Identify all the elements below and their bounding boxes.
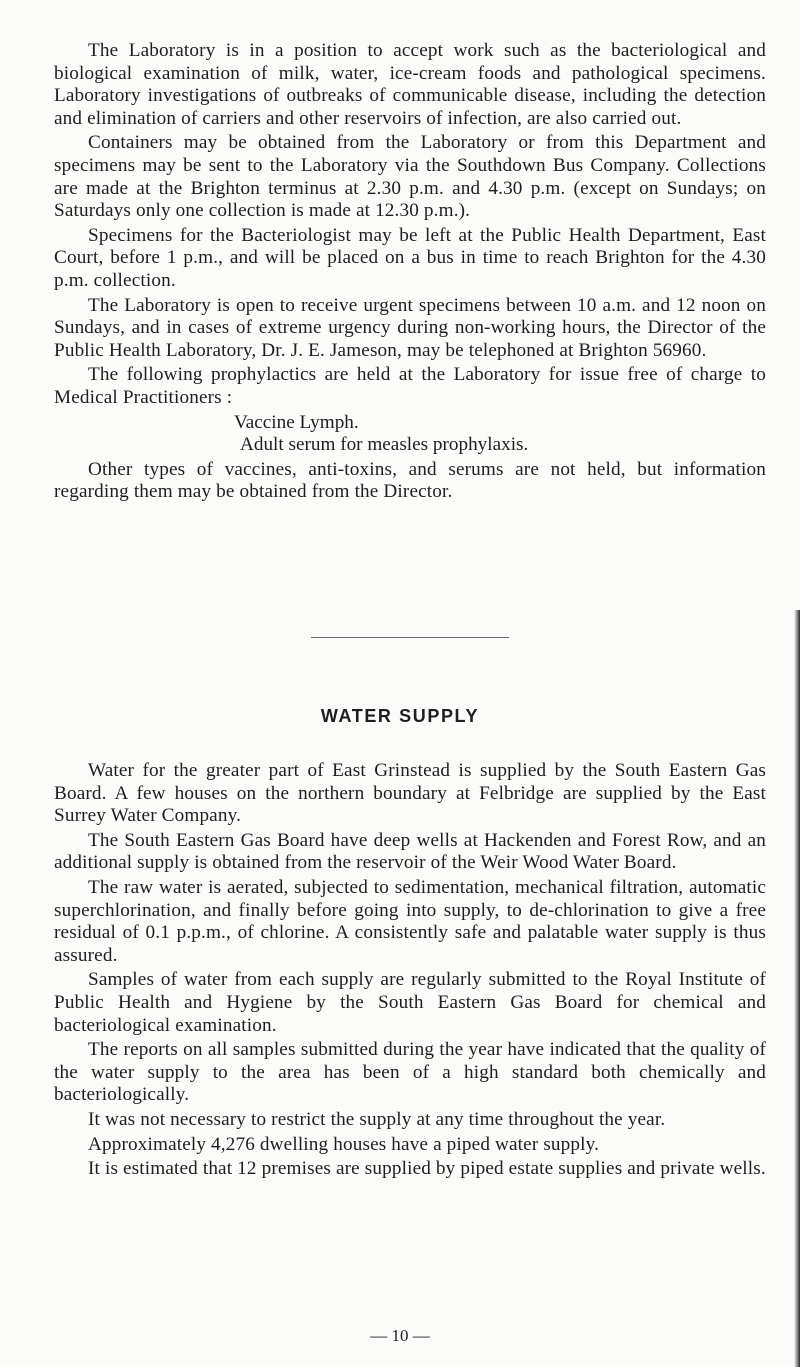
list-item: Vaccine Lymph. — [234, 411, 359, 433]
lab-paragraph-2: Containers may be obtained from the Laboratory or from this Department and specimens may be sent to the Laboratory via the Southdown Bus Company. Collections are made at the Brighton terminus at 2.30 p.m. and 4.30 p.m. (except on Sundays; on Saturdays only one collection is made at 12.30 p.m.). — [54, 132, 766, 222]
lab-paragraph-4: The Laboratory is open to receive urgent specimens between 10 a.m. and 12 noon on Sundays, and in cases of extreme urgency during non-working hours, the Director of the Public Health Laboratory, Dr. J. E. Jameson, may be telephoned at Brighton 56960. — [54, 294, 766, 361]
lab-paragraph-3: Specimens for the Bacteriologist may be left at the Public Health Department, East Court, before 1 p.m., and will be placed on a bus in time to reach Brighton for the 4.30 p.m. collection. — [54, 224, 766, 291]
water-section — [54, 760, 766, 1181]
water-paragraph-6: It was not necessary to restrict the supply at any time throughout the year. — [88, 1108, 666, 1130]
lab-paragraph-5: The following prophylactics are held at the Laboratory for issue free of charge to Medical Practitioners : — [54, 364, 766, 408]
water-paragraph-4: Samples of water from each supply are regularly submitted to the Royal Institute of Public Health and Hygiene by the South Eastern Gas Board for chemical and bacteriological examination. — [54, 969, 766, 1036]
water-paragraph-2: The South Eastern Gas Board have deep wells at Hackenden and Forest Row, and an additional supply is obtained from the reservoir of the Weir Wood Water Board. — [54, 829, 766, 874]
scan-edge-shadow — [794, 610, 800, 1367]
list-item: Adult serum for measles prophylaxis. — [240, 434, 529, 456]
prophylactics-list — [234, 412, 766, 457]
page-number: — 10 — — [370, 1326, 430, 1345]
water-paragraph-3: The raw water is aerated, subjected to sedimentation, mechanical filtration, automatic superchlorination, and finally before going into supply, to de-chlorination to give a free residual of 0.1 p.p.m., of chlorine. A consistently safe and palatable water supply is thus assured. — [54, 876, 766, 966]
water-paragraph-8: It is estimated that 12 premises are supplied by piped estate supplies and private wells. — [88, 1158, 766, 1180]
water-paragraph-7: Approximately 4,276 dwelling houses have a piped water supply. — [88, 1133, 600, 1155]
water-paragraph-5: The reports on all samples submitted during the year have indicated that the quality of the water supply to the area has been of a high standard both chemically and bacteriologically. — [54, 1039, 766, 1106]
section-heading: WATER SUPPLY — [320, 706, 480, 726]
lab-paragraph-6: Other types of vaccines, anti-toxins, and serums are not held, but information regarding them may be obtained from the Director. — [54, 458, 766, 503]
section-divider — [311, 637, 509, 638]
lab-paragraph-1: The Laboratory is in a position to accept work such as the bacteriological and biological examination of milk, water, ice-cream foods and pathological specimens. Laboratory investigations of outbreaks of communicable disease, including the detection and elimination of carriers and other reservoirs of infection, are also carried out. — [54, 40, 766, 129]
water-paragraph-1: Water for the greater part of East Grinstead is supplied by the South Eastern Gas Board. A few houses on the northern boundary at Felbridge are supplied by the East Surrey Water Company. — [54, 760, 766, 827]
lab-section — [54, 40, 766, 504]
